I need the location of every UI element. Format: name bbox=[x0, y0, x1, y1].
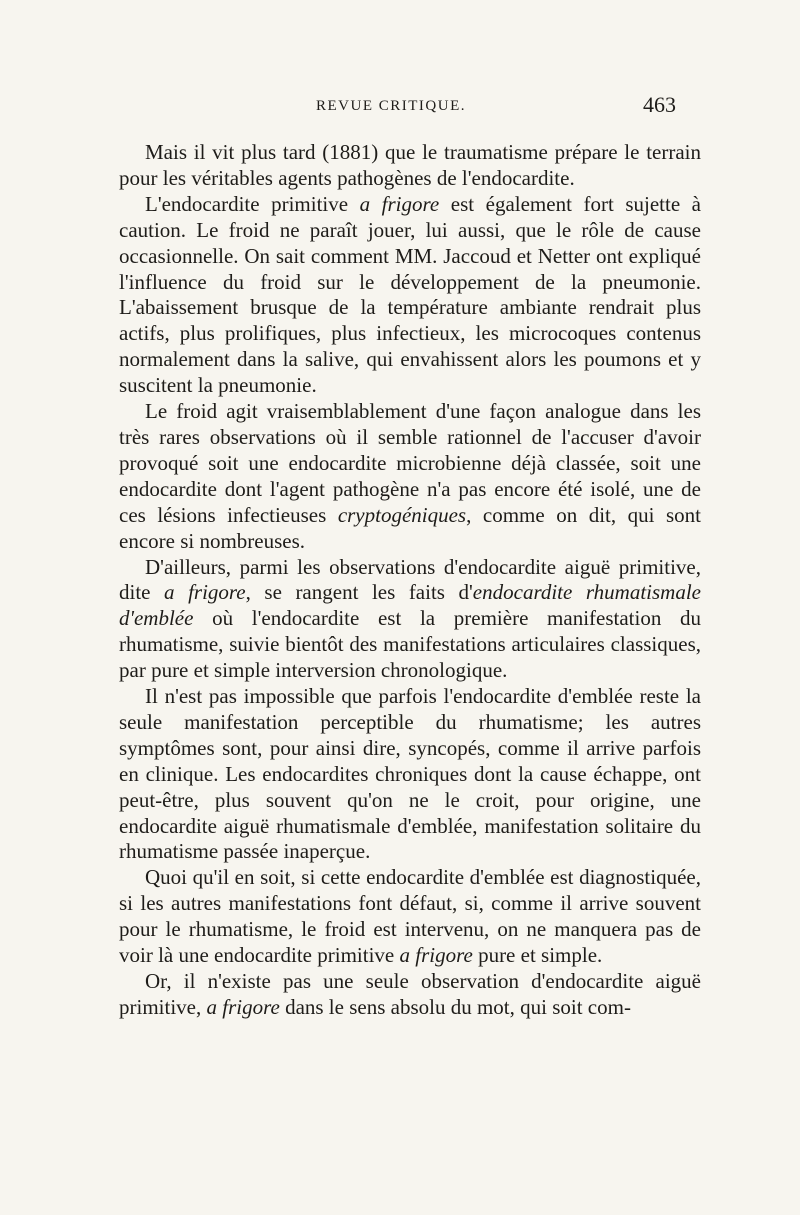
text-run: Le froid agit vraisemblablement d'une façon analogue dans les très rares observations où il semble rationnel de l'accuser d'avoir provoqué soit une endocardite microbienne déjà classée, soit une endocardite dont l'agent pathogène n'a pas encore été isolé, une de ces lésions infectieuses bbox=[119, 399, 701, 527]
text-run: L'endocardite primitive bbox=[145, 191, 360, 216]
italic-run: a frigore bbox=[164, 580, 246, 605]
text-run: Mais il vit plus tard (1881) que le traumatisme prépare le terrain pour les véritables agents pathogènes de l'endocardite. bbox=[119, 140, 701, 190]
paragraph bbox=[119, 969, 701, 1021]
italic-run: a frigore bbox=[206, 994, 280, 1019]
body-text bbox=[119, 140, 701, 1021]
text-run: dans le sens absolu du mot, qui soit com- bbox=[279, 994, 631, 1019]
text-run: Il n'est pas impossible que parfois l'endocardite d'emblée reste la seule manifestation perceptible du rhumatisme; les autres symptômes sont, pour ainsi dire, syncopés, comme il arrive parfois en clinique. Les endocardites chroniques dont la cause échappe, ont peut-être, plus souvent qu'on ne le croit, pour origine, une endocardite aiguë rhumatismale d'emblée, manifestation solitaire du rhumatisme passée inaperçue. bbox=[119, 684, 701, 864]
text-run: pure et simple. bbox=[472, 943, 603, 968]
running-head bbox=[0, 92, 800, 122]
text-run: Or, il n'existe pas une seule observation d'endocardite aiguë primitive, bbox=[119, 969, 701, 1019]
running-title: REVUE CRITIQUE. bbox=[316, 98, 466, 114]
text-run: D'ailleurs, parmi les observations d'endocardite aiguë primitive, dite bbox=[119, 554, 701, 605]
paragraph bbox=[119, 192, 701, 399]
text-run: , se rangent les faits d' bbox=[245, 580, 473, 605]
text-run: est également fort sujette à caution. Le froid ne paraît jouer, lui aussi, que le rôle de cause occasionnelle. On sait comment MM. Jaccoud et Netter ont expliqué l'influence du froid sur le développement de la pneumonie. L'abaissement brusque de la température ambiante rendrait plus actifs, plus prolifiques, plus infectieux, les microcoques contenus normalement dans la salive, qui envahissent alors les poumons et y suscitent la pneumonie. bbox=[119, 191, 702, 398]
text-run: , comme on dit, qui sont encore si nombreuses. bbox=[119, 502, 701, 553]
paragraph bbox=[119, 865, 701, 969]
paragraph bbox=[119, 684, 701, 865]
text-run: Quoi qu'il en soit, si cette endocardite d'emblée est diagnostiquée, si les autres manifestations font défaut, si, comme il arrive souvent pour le rhumatisme, le froid est intervenu, on ne manquera pas de voir là une endocardite primitive bbox=[119, 865, 701, 968]
italic-run: a frigore bbox=[399, 943, 473, 968]
paragraph bbox=[119, 399, 701, 554]
italic-run: a frigore bbox=[359, 191, 440, 216]
text-run: où l'endocardite est la première manifestation du rhumatisme, suivie bientôt des manifestations articulaires classiques, par pure et simple interversion chronologique. bbox=[119, 606, 701, 683]
italic-run: endocardite rhumatismale d'emblée bbox=[119, 580, 701, 631]
paragraph bbox=[119, 140, 701, 192]
page-number: 463 bbox=[643, 92, 676, 117]
paragraph bbox=[119, 555, 701, 685]
italic-run: cryptogéniques bbox=[337, 502, 467, 527]
